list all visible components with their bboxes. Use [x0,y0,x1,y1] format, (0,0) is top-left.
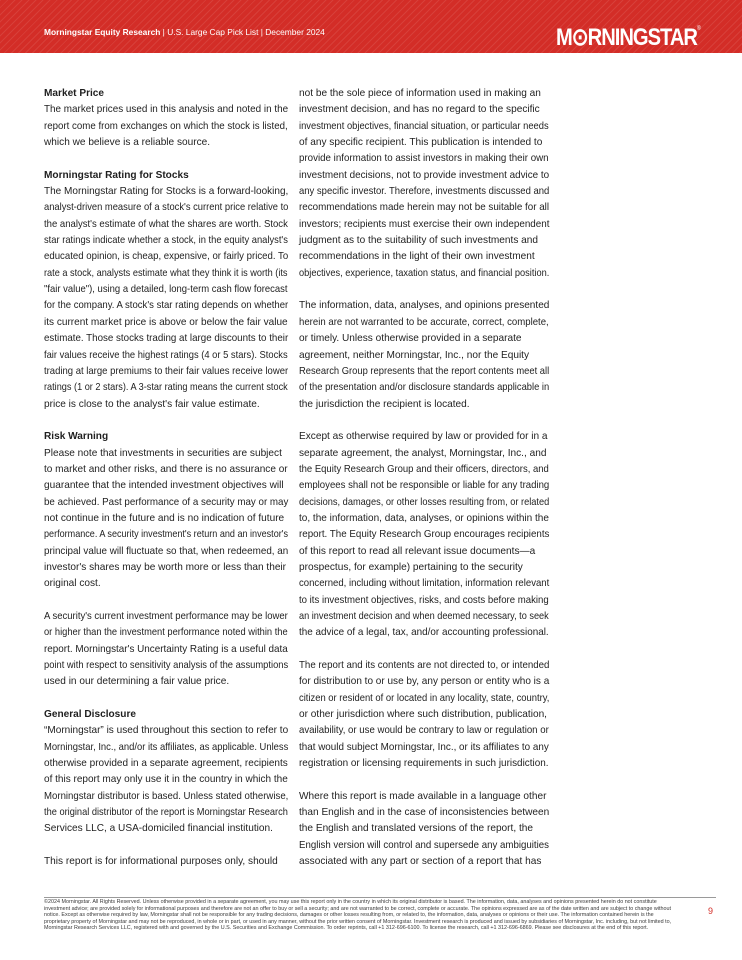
text-line: or timely. Unless otherwise provided in a separate [299,333,522,345]
text-line: principal value will fluctuate so that, when redeemed, an [44,545,289,557]
text-line: investment decision, and has no regard to the specific [299,104,540,116]
text-line: associated with any part or section of a report that has [299,856,542,868]
footer-line: Morningstar Research Services LLC, registered with and governed by the U.S. Securities and Exchange Commission. To order reprints, call +1 312-696-6100. To license the research, call +1 312-696-6869. Please see disclosures at the end of this report. [44,925,649,932]
text-line: The market prices used in this analysis and noted in the [44,104,289,116]
section-heading: Risk Warning [44,431,109,443]
paragraph-gap [44,691,288,707]
text-line: recommendations made herein may not be suitable for all [299,202,550,214]
text-line: educated opinion, is cheap, expensive, or fairly priced. To [44,251,289,263]
text-line: fair values receive the highest ratings (4 or 5 stars). Stocks [44,349,288,361]
text-line: point with respect to sensitivity analysis of the assumptions [44,660,289,672]
paragraph-gap [44,151,288,167]
text-line: for distribution to or use by, any person or entity who is a [299,676,550,688]
text-line: than English and in the case of inconsistencies between [299,807,550,819]
text-line: the original distributor of the report is Morningstar Research [44,807,288,819]
paragraph-gap [44,593,288,609]
text-line: investment decisions, not to provide investment advice to [299,169,550,181]
left-column [44,86,288,871]
text-line: Morningstar distributor is based. Unless stated otherwise, [44,790,289,802]
text-line: its current market price is above or below the fair value [44,316,288,328]
footer-line: ©2024 Morningstar. All Rights Reserved. Unless otherwise provided in a separate agreement, you may use this report only in the country in which its original distributor is based. The information, data, analyses and opinions presented herein do not constitute [44,899,657,905]
text-line: report. The Equity Research Group encourages recipients [299,529,550,541]
text-line: provide information to assist investors in making their own [299,153,549,165]
text-line: the English and translated versions of the report, the [299,823,533,835]
text-line: of any specific recipient. This publication is intended to [299,137,543,149]
text-line: objectives, experience, taxation status, and financial position. [299,267,550,279]
text-line: an investment decision and when deemed necessary, to seek [299,611,549,622]
text-line: prospectus, for example) pertaining to the security [299,561,523,573]
text-line: analyst-driven measure of a stock's current price relative to [44,202,289,214]
paragraph-gap [44,413,288,429]
text-line: the Equity Research Group and their officers, directors, and [299,463,549,475]
header-banner [0,0,742,53]
text-line: "fair value"), using a detailed, long-term cash flow forecast [44,284,288,296]
text-line: not continue in the future and is no indication of future [44,512,285,524]
page-number: 9 [708,906,714,916]
text-line: investors; recipients must exercise their own independent [299,218,550,230]
text-line: not be the sole piece of information used in making an [299,88,541,99]
text-line: The report and its contents are not directed to, or intended [299,660,550,672]
text-line: ratings (1 or 2 stars). A 3-star rating means the current stock [44,382,288,394]
text-line: the advice of a legal, tax, and/or accounting professional. [299,627,549,639]
text-line: the analyst's estimate of what the shares are worth. Stock [44,218,288,230]
text-line: which we believe is a reliable source. [44,137,211,149]
right-column [299,86,549,871]
footer-disclaimer [44,899,704,932]
text-line: employees shall not be responsible or liable for any trading [299,480,550,492]
paragraph-gap [299,282,549,298]
footer-line: proprietary property of Morningstar and may not be reproduced, in whole or in part, or used in any manner, without the prior written consent of Morningstar. Investment research is produced and issued by subsidiaries of Morningstar, Inc. including, but not limited to, [44,918,672,925]
text-line: of this report may only use it in the country in which the [44,774,288,786]
text-line: used in our determining a fair value price. [44,676,230,688]
paragraph-gap [299,413,549,429]
morningstar-logo [556,26,701,50]
text-line: Services LLC, a USA-domiciled financial institution. [44,823,273,835]
text-line: Morningstar, Inc., and/or its affiliates, as applicable. Unless [44,741,289,753]
text-line: original cost. [44,578,101,590]
section-heading: General Disclosure [44,709,137,721]
text-line: for the company. A stock's star rating depends on whether [44,300,289,312]
text-line: Except as otherwise required by law or provided for in a [299,431,548,443]
text-line: herein are not warranted to be accurate, correct, complete, [299,316,549,328]
footer-divider [44,897,716,898]
text-line: A security's current investment performance may be lower [44,611,288,622]
text-line: concerned, including without limitation, information relevant [299,578,550,590]
text-line: performance. A security investment's return and an investor's [44,529,289,541]
text-line: any specific investor. Therefore, investments discussed and [299,186,550,198]
text-line: citizen or resident of or located in any locality, state, country, [299,692,550,704]
text-line: to its investment objectives, risks, and costs before making [299,594,549,606]
text-line: investor's shares may be worth more or less than their [44,561,287,573]
section-heading: Morningstar Rating for Stocks [44,169,189,181]
logo-wordmark: M⊙RNINGSTAR [556,24,697,51]
text-line: be achieved. Past performance of a security may or may [44,496,289,508]
text-line: Please note that investments in securities are subject [44,447,282,459]
text-line: judgment as to the suitability of such investments and [299,235,539,247]
text-line: estimate. Those stocks trading at large discounts to their [44,333,289,345]
text-line: Research Group represents that the report contents meet all [299,365,550,377]
text-line: star ratings indicate whether a stock, in the equity analyst's [44,235,288,247]
paragraph-gap [299,642,549,658]
text-line: of the presentation and/or disclosure standards applicable in [299,382,550,394]
paragraph-gap [299,772,549,788]
text-line: rate a stock, analysts estimate what they think it is worth (its [44,267,288,279]
text-line: availability, or use would be contrary to law or regulation or [299,725,549,737]
text-line: price is close to the analyst's fair value estimate. [44,398,260,410]
text-line: This report is for informational purposes only, should [44,856,278,868]
text-line: “Morningstar” is used throughout this section to refer to [44,725,289,737]
section-heading: Market Price [44,88,105,99]
text-line: of this report to read all relevant issue documents—a [299,545,536,557]
text-line: decisions, damages, or other losses resulting from, or related [299,496,550,508]
text-line: The Morningstar Rating for Stocks is a forward-looking, [44,186,289,198]
text-line: guarantee that the intended investment objectives will [44,480,284,492]
text-line: registration or licensing requirements in such jurisdiction. [299,758,549,770]
text-line: to, the information, data, analyses, or opinions within the [299,512,549,524]
text-line: Where this report is made available in a language other [299,790,547,802]
text-line: the jurisdiction the recipient is located. [299,398,470,410]
text-line: The information, data, analyses, and opinions presented [299,300,550,312]
registered-mark: ® [696,26,701,32]
header-brand: Morningstar Equity Research [44,27,161,37]
text-line: report come from exchanges on which the stock is listed, [44,120,288,132]
text-line: separate agreement, the analyst, Morningstar, Inc., and [299,447,547,459]
footer-line: notice. Except as otherwise required by law, Morningstar shall not be responsible for any trading decisions, damages or other losses resulting from, or related to, the information, data, analyses or opinions or their use. The information contained herein is the [44,912,654,919]
text-line: to market and other risks, and there is no assurance or [44,463,288,475]
text-line: or higher than the investment performance noted within the [44,627,288,639]
text-line: report. Morningstar's Uncertainty Rating is a useful data [44,643,288,655]
footer-line: investment advice; are provided solely for informational purposes and therefore are not an offer to buy or sell a security; and are not warranted to be correct, complete or accurate. The opinions expressed are as of the date written and are subject to change without [44,905,671,912]
header-title [44,27,325,37]
text-line: trading at large premiums to their fair values receive lower [44,365,289,377]
text-line: investment objectives, financial situation, or particular needs [299,120,549,132]
paragraph-gap [44,838,288,854]
text-line: otherwise provided in a separate agreement, recipients [44,758,288,770]
text-line: recommendations in the light of their own investment [299,251,535,263]
text-line: English version will control and supersede any ambiguities [299,839,549,851]
text-line: or other jurisdiction where such distribution, publication, [299,709,547,721]
text-line: that would subject Morningstar, Inc., or its affiliates to any [299,741,549,753]
header-subtitle: | U.S. Large Cap Pick List | December 2024 [160,27,325,37]
text-line: agreement, neither Morningstar, Inc., nor the Equity [299,349,530,361]
